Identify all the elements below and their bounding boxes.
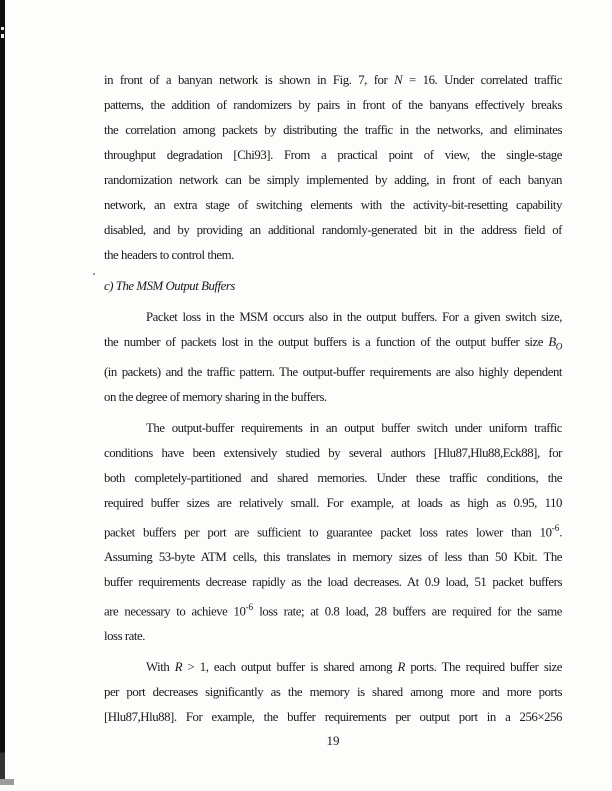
scan-noise-speck (1, 27, 4, 30)
scan-corner-artifact (0, 779, 14, 785)
text-line: required buffer sizes are relatively small. For example, at loads as high as 0.95, 110 (104, 495, 562, 510)
text-line: the number of packets lost in the output buffers is a function of the output buffer size $B_O$ (104, 335, 562, 352)
text-line: Assuming 53-byte ATM cells, this translates in memory sizes of less than 50 Kbit. The (104, 549, 562, 564)
text-line: Packet loss in the MSM occurs also in the output buffers. For a given switch size, (146, 310, 562, 324)
document-body (104, 0, 562, 730)
text-line: are necessary to achieve $10^{-6}$ loss rate; at 0.8 load, 28 buffers are required for the same (104, 601, 562, 619)
text-line: in front of a banyan network is shown in Fig. 7, for N = 16. Under correlated traffic (104, 73, 562, 87)
text-line: c) The MSM Output Buffers (104, 279, 235, 293)
text-line: randomization network can be simply implemented by adding, in front of each banyan (104, 173, 562, 187)
text-line: disabled, and by providing an additional randomly-generated bit in the address field of (104, 223, 562, 237)
paragraph (104, 655, 562, 730)
text-line: packet buffers per port are sufficient to guarantee packet loss rates lower than $10^{-6}$. (104, 522, 562, 539)
paragraph (104, 416, 562, 650)
text-line: The output-buffer requirements in an output buffer switch under uniform traffic (146, 420, 562, 435)
scan-edge-artifact (0, 0, 5, 780)
paragraph (104, 68, 562, 268)
text-line: [Hlu87,Hlu88]. For example, the buffer requirements per output port in a 256×256 (104, 710, 562, 725)
scan-noise-speck (1, 34, 4, 38)
text-line: on the degree of memory sharing in the buffers. (104, 389, 327, 404)
text-line: buffer requirements decrease rapidly as the load decreases. At 0.9 load, 51 packet buffers (104, 574, 562, 589)
text-line: conditions have been extensively studied by several authors [Hlu87,Hlu88,Eck88], for (104, 445, 562, 460)
text-line: network, an extra stage of switching elements with the activity-bit-resetting capability (104, 198, 562, 212)
text-line: per port decreases significantly as the memory is shared among more and more ports (104, 685, 562, 700)
text-line: patterns, the addition of randomizers by pairs in front of the banyans effectively breaks (104, 98, 562, 112)
paragraph (104, 305, 562, 410)
text-line: both completely-partitioned and shared memories. Under these traffic conditions, the (104, 470, 562, 485)
scan-dot-artifact (93, 273, 95, 275)
text-line: With R > 1, each output buffer is shared among R ports. The required buffer size (146, 660, 563, 675)
text-line: the headers to control them. (104, 248, 234, 262)
text-line: the correlation among packets by distributing the traffic in the networks, and eliminates (104, 123, 562, 137)
text-line: loss rate. (104, 629, 145, 644)
page-number: 19 (326, 733, 340, 748)
text-line: throughput degradation [Chi93]. From a practical point of view, the single-stage (104, 148, 562, 162)
text-line: (in packets) and the traffic pattern. The output-buffer requirements are also highly dependent (104, 364, 562, 379)
section-heading (104, 274, 562, 299)
